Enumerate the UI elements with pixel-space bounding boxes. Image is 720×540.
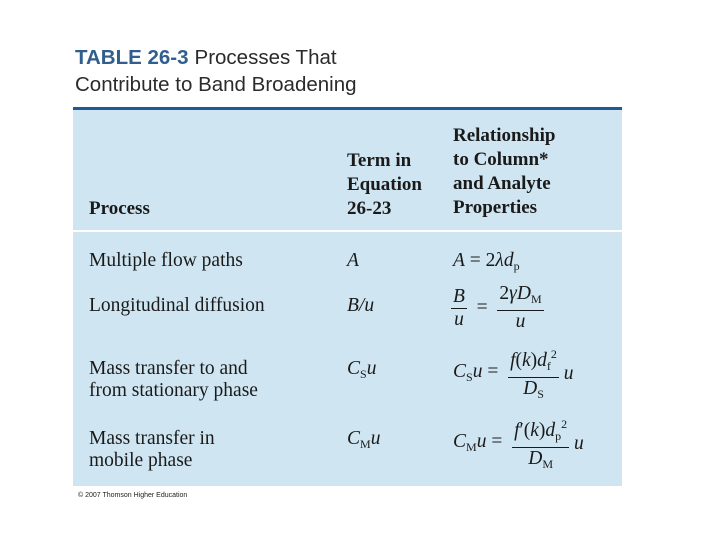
row-3-process-line-1: Mass transfer to and: [89, 358, 248, 379]
header-relationship: [453, 124, 555, 220]
caption-line-1: [75, 44, 635, 71]
row-3-process: [89, 358, 258, 402]
header-term: [347, 149, 422, 221]
row-4-process: [89, 428, 215, 472]
table-number: TABLE 26-3: [75, 46, 189, 69]
row-1-relationship: $A = 2\lambda d_p$: [453, 250, 520, 273]
header-rel-line-2: to Column*: [453, 149, 549, 170]
row-4-relationship: $C_Mu$ = $\frac{f'(k)d_p^2}{D_M}$ u: [453, 413, 584, 475]
header-rel-line-3: and Analyte: [453, 173, 551, 194]
row-4-process-line-1: Mass transfer in: [89, 428, 215, 449]
row-2-process: Longitudinal diffusion: [89, 295, 265, 316]
row-3-term: $C_Su$: [347, 358, 377, 381]
header-divider: [73, 230, 622, 232]
row-1-term: A: [347, 250, 359, 271]
row-4-process-line-2: mobile phase: [89, 450, 193, 471]
table-caption: [75, 44, 635, 98]
header-rel-line-1: Relationship: [453, 125, 556, 146]
copyright-footer: © 2007 Thomson Higher Education: [78, 492, 188, 499]
header-term-line-3: 26-23: [347, 198, 392, 219]
row-4-term: $C_Mu$: [347, 428, 381, 451]
row-2-term: B/u: [347, 295, 375, 316]
caption-title-1: Processes That: [194, 46, 337, 69]
header-rel-line-4: Properties: [453, 197, 538, 218]
row-1-process: Multiple flow paths: [89, 250, 243, 271]
caption-line-2: Contribute to Band Broadening: [75, 73, 357, 96]
header-term-line-2: Equation: [347, 174, 422, 195]
row-2-relationship: $\frac{B}{u}$ = $\frac{2\gamma D_M}{u}$: [453, 283, 542, 332]
row-3-relationship: $C_Su$ = $\frac{f(k)d_f^2}{D_S}$ u: [453, 343, 574, 405]
row-3-process-line-2: from stationary phase: [89, 380, 258, 401]
header-term-line-1: Term in: [347, 150, 412, 171]
header-process: Process: [89, 198, 150, 219]
